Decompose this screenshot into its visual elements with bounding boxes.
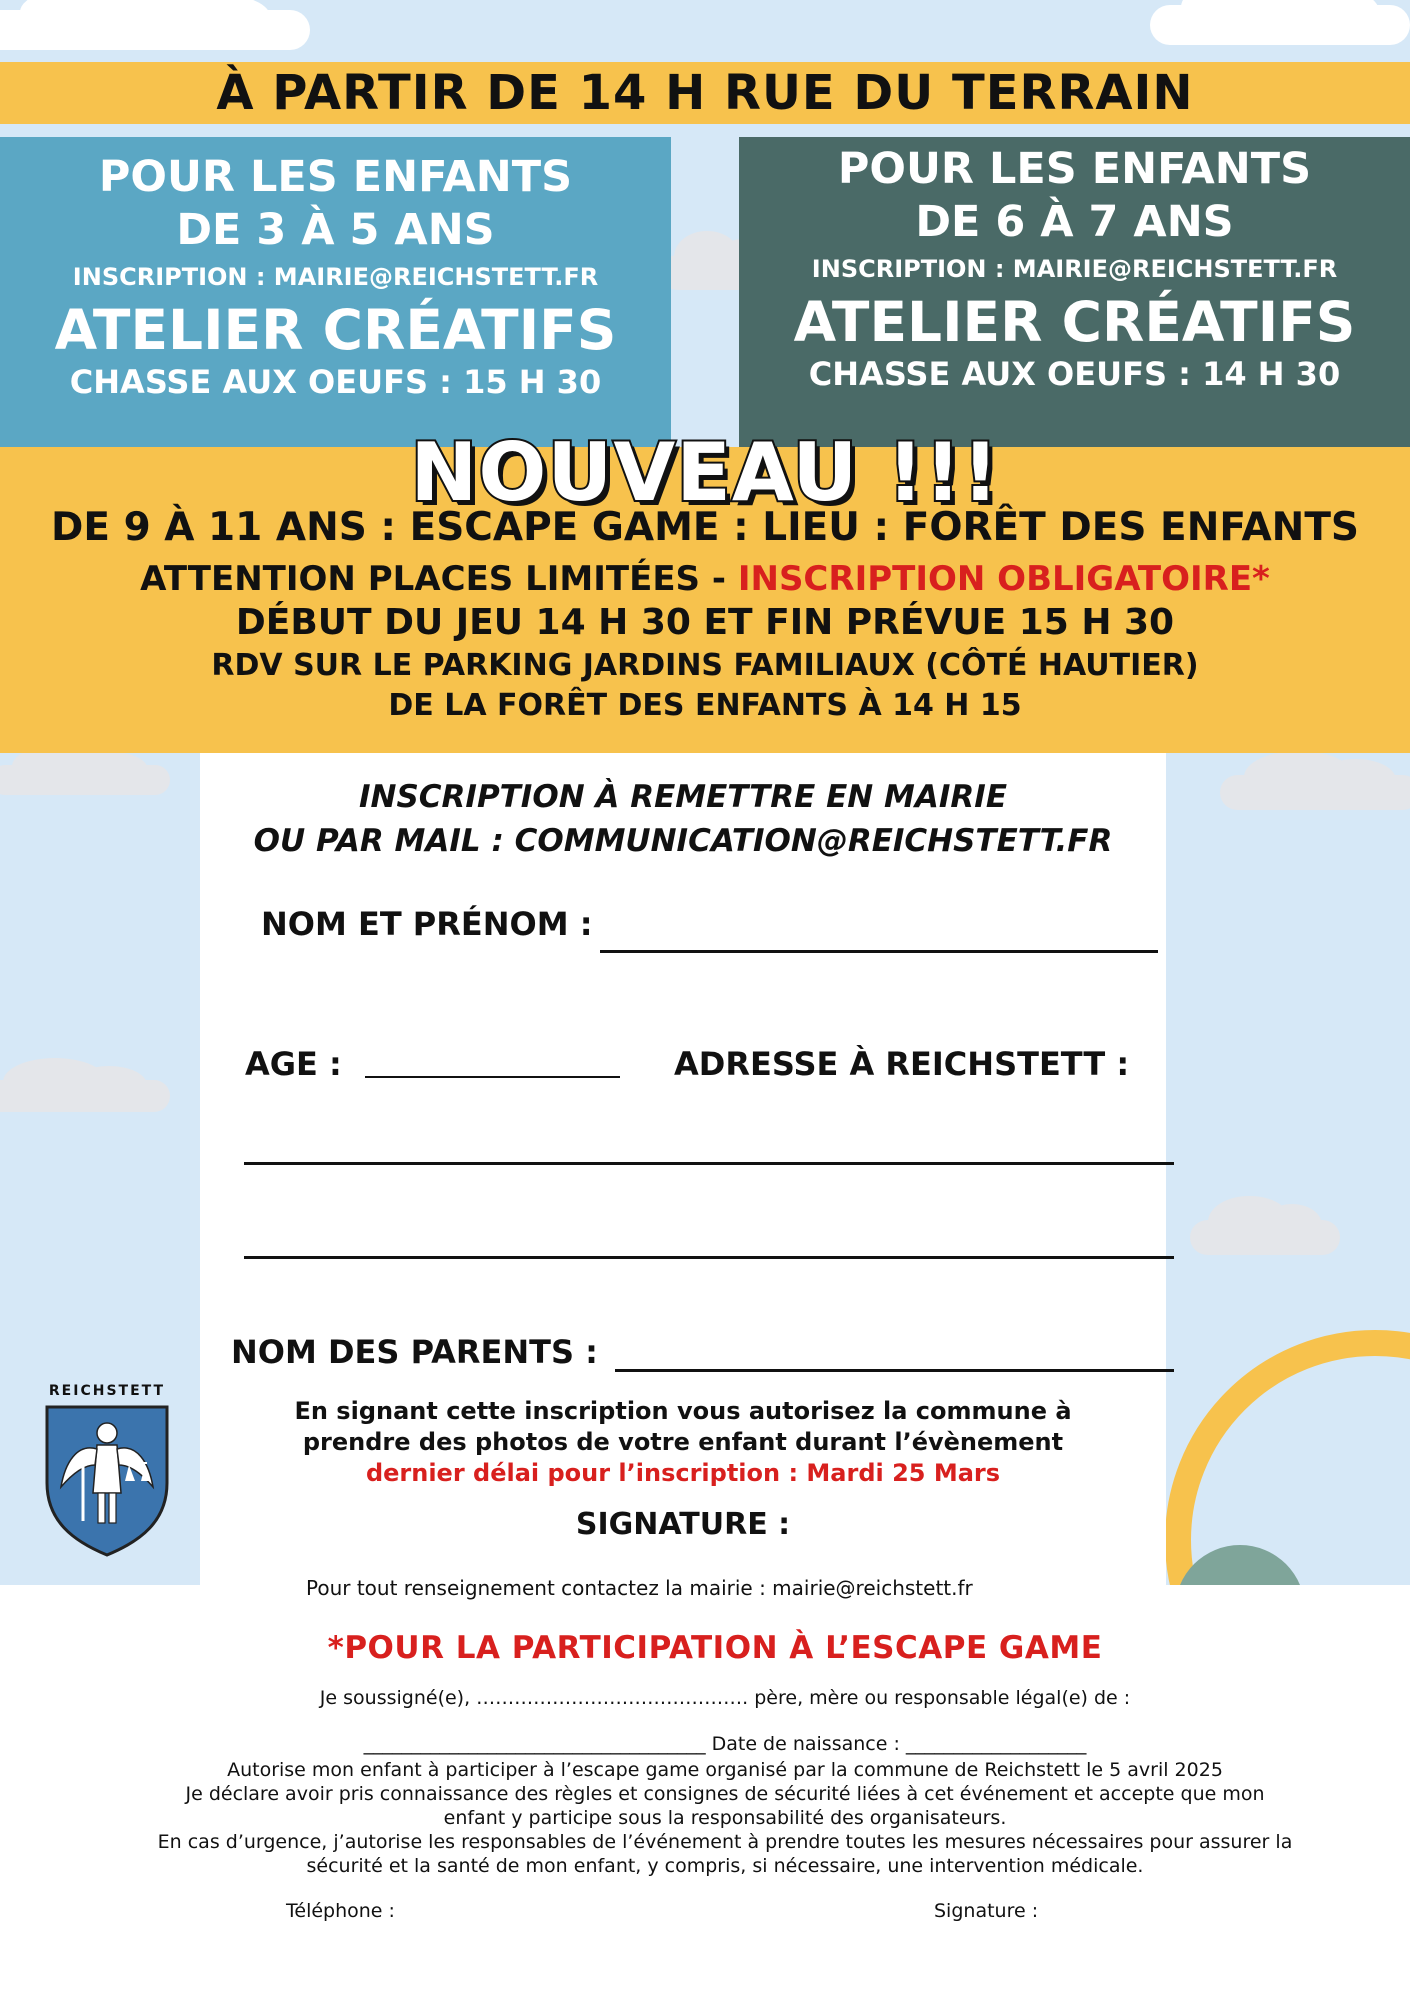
town-name: REICHSTETT [48, 1383, 166, 1399]
parent-signature-label: Signature : [934, 1900, 1039, 1922]
consent-line1: En signant cette inscription vous autorisez la commune à [294, 1397, 1072, 1425]
consent-text [200, 1396, 1166, 1489]
authorization-line5: sécurité et la santé de mon enfant, y compris, si nécessaire, une intervention médicale. [306, 1855, 1144, 1877]
authorization-line4: En cas d’urgence, j’autorise les responsables de l’événement à prendre toutes les mesures nécessaires pour assurer la [157, 1831, 1293, 1853]
cloud-decoration [1150, 5, 1410, 45]
age-label: AGE : [245, 1045, 342, 1083]
top-banner [0, 62, 1410, 124]
address-field-line2[interactable] [244, 1256, 1174, 1259]
cloud-decoration [1190, 1220, 1340, 1255]
age-field[interactable] [365, 1076, 620, 1078]
age-3-5-box [0, 137, 671, 447]
authorization-line3: enfant y participe sous la responsabilité des organisateurs. [443, 1807, 1007, 1829]
contact-text: Pour tout renseignement contactez la mairie : mairie@reichstett.fr [306, 1576, 973, 1600]
name-label: NOM ET PRÉNOM : [261, 905, 593, 943]
cloud-decoration [1220, 775, 1410, 810]
box-atelier: ATELIER CRÉATIFS [793, 290, 1356, 354]
address-field-line1[interactable] [244, 1162, 1174, 1165]
top-banner-text: À PARTIR DE 14 H RUE DU TERRAIN [216, 65, 1194, 121]
form-header [200, 775, 1166, 863]
cloud-decoration [0, 765, 170, 795]
box-atelier: ATELIER CRÉATIFS [54, 298, 617, 362]
signature-label: SIGNATURE : [575, 1507, 791, 1542]
game-times-line: DÉBUT DU JEU 14 H 30 ET FIN PRÉVUE 15 H 30 [235, 602, 1175, 643]
escape-game-section [0, 426, 1410, 753]
name-field[interactable] [600, 950, 1158, 953]
places-limitees-text: ATTENTION PLACES LIMITÉES - [140, 559, 738, 599]
coat-of-arms-icon [43, 1403, 171, 1557]
form-header-line2: OU PAR MAIL : COMMUNICATION@REICHSTETT.FR [253, 823, 1113, 859]
escape-authorization-title: *POUR LA PARTICIPATION À L’ESCAPE GAME [327, 1630, 1103, 1666]
cloud-decoration [0, 10, 310, 50]
consent-line2: prendre des photos de votre enfant durant l’évènement [302, 1428, 1064, 1456]
box-title: POUR LES ENFANTS [98, 152, 573, 202]
box-inscription: INSCRIPTION : MAIRIE@REICHSTETT.FR [72, 263, 599, 291]
rdv-line-2: DE LA FORÊT DES ENFANTS À 14 H 15 [388, 688, 1022, 723]
authorization-line2: Je déclare avoir pris connaissance des règles et consignes de sécurité liées à cet événement et accepte que mon [185, 1783, 1265, 1805]
birthdate-line: ____________________________________ Date de naissance : ___________________ [363, 1733, 1087, 1755]
authorization-line1: Autorise mon enfant à participer à l’escape game organisé par la commune de Reichstett le 5 avril 2025 [227, 1759, 1223, 1781]
escape-game-age-line: DE 9 À 11 ANS : ESCAPE GAME : LIEU : FORÊT DES ENFANTS [50, 505, 1360, 550]
box-age-range: DE 6 À 7 ANS [915, 197, 1234, 247]
undersigned-line: Je soussigné(e), ……………………………………. père, mère ou responsable légal(e) de : [319, 1687, 1131, 1709]
box-chasse: CHASSE AUX OEUFS : 15 H 30 [69, 363, 602, 401]
parents-field[interactable] [615, 1369, 1174, 1372]
phone-label: Téléphone : [286, 1900, 395, 1922]
rdv-line: RDV SUR LE PARKING JARDINS FAMILIAUX (CÔTÉ HAUTIER) [211, 648, 1199, 683]
box-title: POUR LES ENFANTS [837, 144, 1312, 194]
cloud-decoration [0, 1080, 170, 1112]
authorization-paragraph [0, 1758, 1410, 1878]
form-header-line1: INSCRIPTION À REMETTRE EN MAIRIE [358, 779, 1008, 815]
box-chasse: CHASSE AUX OEUFS : 14 H 30 [808, 355, 1341, 393]
nouveau-headline: NOUVEAU !!! [410, 426, 1000, 519]
address-label: ADRESSE À REICHSTETT : [674, 1045, 1130, 1083]
age-6-7-box [739, 137, 1410, 447]
box-age-range: DE 3 À 5 ANS [176, 205, 495, 255]
box-inscription: INSCRIPTION : MAIRIE@REICHSTETT.FR [811, 255, 1338, 283]
inscription-obligatoire-text: INSCRIPTION OBLIGATOIRE* [737, 559, 1270, 599]
deadline-text: dernier délai pour l’inscription : Mardi 25 Mars [365, 1459, 1001, 1487]
parents-label: NOM DES PARENTS : [231, 1333, 598, 1371]
places-limitees-line [0, 557, 1410, 601]
